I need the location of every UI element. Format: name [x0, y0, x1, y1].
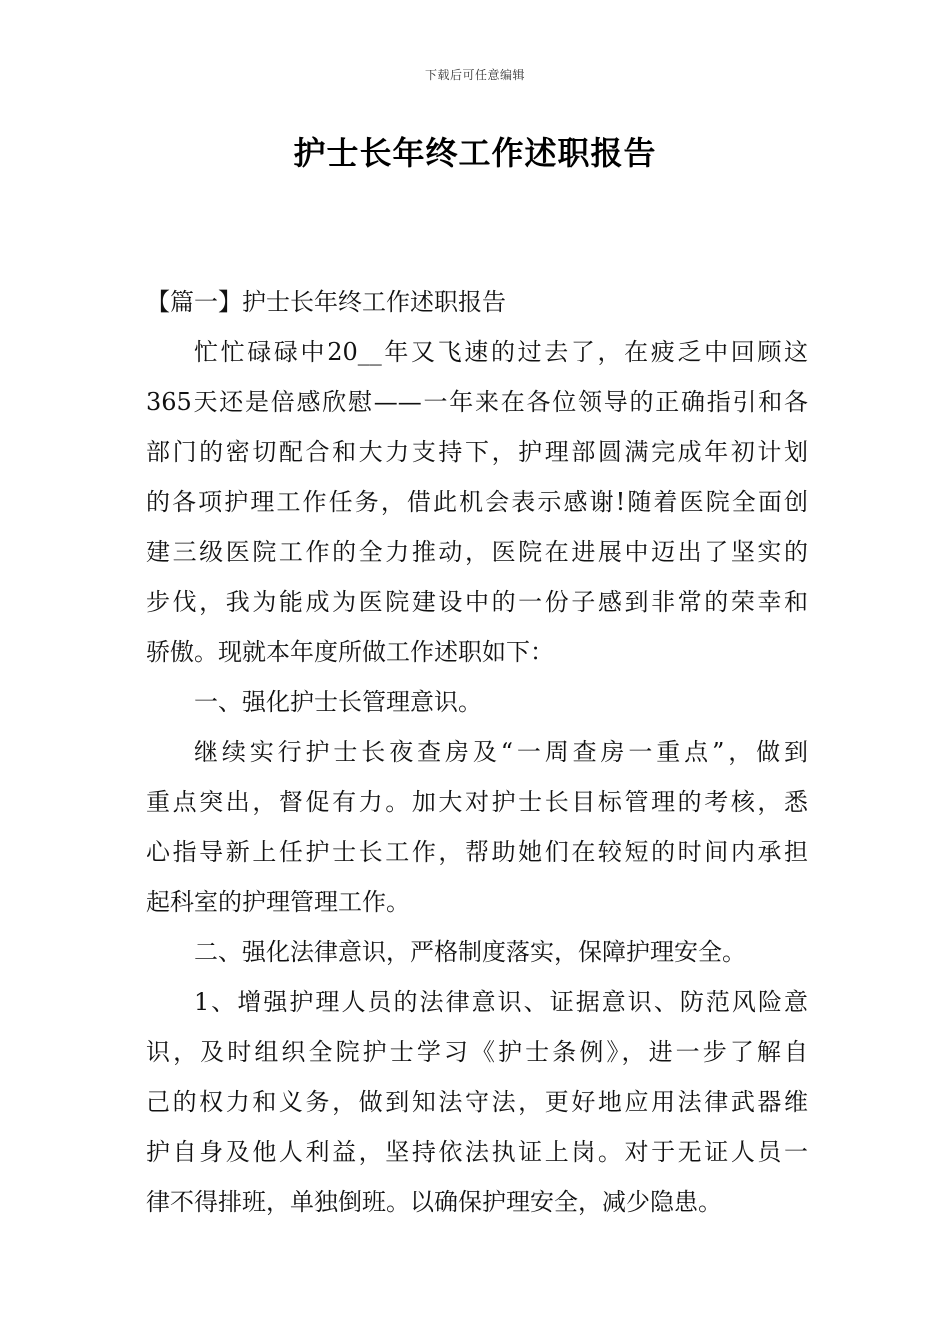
document-body — [146, 277, 808, 1227]
paragraph-line: 的各项护理工作任务，借此机会表示感谢!随着医院全面创 — [146, 488, 808, 516]
document-title: 护士长年终工作述职报告 — [293, 134, 657, 172]
subheading-line: 二、强化法律意识，严格制度落实，保障护理安全。 — [194, 938, 746, 966]
paragraph-line: 365天还是倍感欣慰——一年来在各位领导的正确指引和各 — [146, 388, 808, 416]
paragraph-line: 重点突出，督促有力。加大对护士长目标管理的考核，悉 — [146, 788, 808, 816]
paragraph-line: 识，及时组织全院护士学习《护士条例》，进一步了解自 — [146, 1038, 808, 1066]
paragraph-line: 1、增强护理人员的法律意识、证据意识、防范风险意 — [194, 988, 808, 1016]
section-heading: 【篇一】护士长年终工作述职报告 — [146, 288, 506, 316]
paragraph-line: 心指导新上任护士长工作，帮助她们在较短的时间内承担 — [146, 838, 808, 866]
header-note: 下载后可任意编辑 — [424, 68, 525, 82]
paragraph-line: 己的权力和义务，做到知法守法，更好地应用法律武器维 — [146, 1088, 808, 1116]
paragraph-line: 步伐，我为能成为医院建设中的一份子感到非常的荣幸和 — [146, 588, 808, 616]
paragraph-line: 律不得排班，单独倒班。以确保护理安全，减少隐患。 — [146, 1188, 722, 1216]
paragraph-line: 起科室的护理管理工作。 — [146, 888, 410, 916]
subheading-line: 一、强化护士长管理意识。 — [194, 688, 482, 716]
paragraph-line: 护自身及他人利益，坚持依法执证上岗。对于无证人员一 — [146, 1138, 808, 1166]
paragraph-line: 建三级医院工作的全力推动，医院在进展中迈出了坚实的 — [146, 538, 808, 566]
paragraph-line: 忙忙碌碌中20__年又飞速的过去了，在疲乏中回顾这 — [194, 338, 808, 366]
paragraph-line: 部门的密切配合和大力支持下，护理部圆满完成年初计划 — [146, 438, 808, 466]
paragraph-line: 继续实行护士长夜查房及“一周查房一重点”，做到 — [194, 738, 808, 766]
paragraph-line: 骄傲。现就本年度所做工作述职如下： — [146, 638, 554, 666]
